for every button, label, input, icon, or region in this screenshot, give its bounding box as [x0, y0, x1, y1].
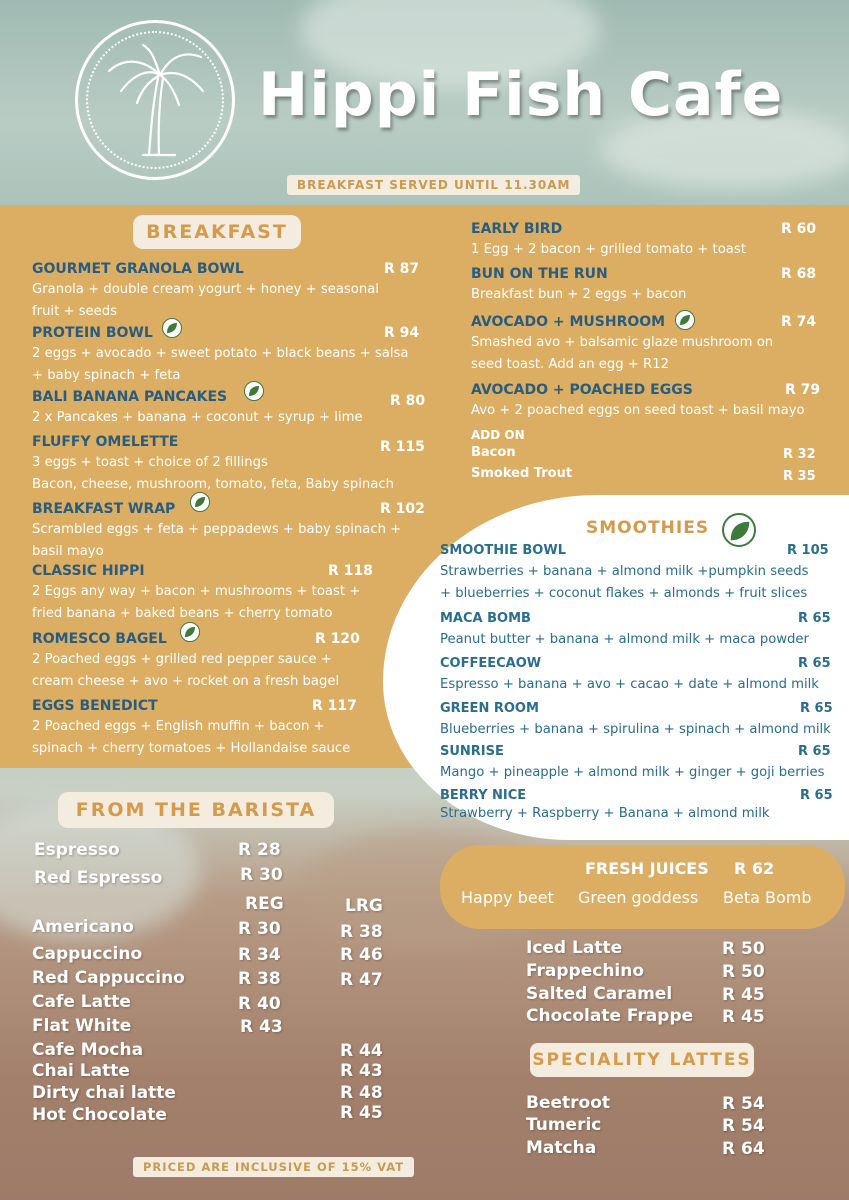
item-price: R 60	[781, 221, 817, 237]
regular-size-label: REG	[245, 894, 284, 914]
menu-item	[32, 501, 432, 561]
item-price: R 74	[781, 314, 817, 330]
item-description: Smashed avo + balsamic glaze mushroom on seed toast. Add an egg + R12	[471, 335, 774, 372]
item-price: R 79	[785, 382, 821, 398]
item-description: Blueberries + banana + spirulina + spinach + almond milk	[440, 722, 831, 737]
item-description: 2 Eggs any way + bacon + mushrooms + toast + fried banana + baked beans + cherry tomato	[32, 584, 361, 621]
drink-price-large: R 44	[340, 1041, 383, 1061]
item-price: R 65	[798, 611, 831, 626]
vegetarian-leaf-icon	[244, 381, 264, 401]
item-price: R 65	[798, 744, 831, 759]
item-price: R 65	[800, 788, 833, 803]
drink-name: Salted Caramel	[526, 984, 673, 1004]
item-description: Strawberry + Raspberry + Banana + almond milk	[440, 806, 770, 821]
item-name: SMOOTHIE BOWL	[440, 543, 566, 558]
drink-name: Tumeric	[526, 1115, 602, 1135]
item-price: R 68	[781, 266, 817, 282]
drink-price-regular: R 38	[238, 969, 281, 989]
drink-price: R 50	[722, 962, 765, 982]
drink-name: Red Cappuccino	[32, 968, 185, 988]
drink-name: Matcha	[526, 1138, 597, 1158]
drink-name: Espresso	[34, 840, 120, 860]
menu-item	[471, 314, 831, 374]
item-name: AVOCADO + MUSHROOM	[471, 314, 666, 330]
item-description: Peanut butter + banana + almond milk + maca powder	[440, 632, 809, 647]
drink-price: R 54	[722, 1094, 765, 1114]
drink-price-large: R 47	[340, 970, 383, 990]
drink-name: Cappuccino	[32, 944, 143, 964]
item-name: AVOCADO + POACHED EGGS	[471, 382, 693, 398]
smoothie-item	[440, 788, 845, 828]
item-price: R 80	[390, 393, 426, 409]
item-price: R 94	[384, 325, 420, 341]
smoothie-item	[440, 701, 845, 741]
menu-item	[471, 266, 821, 306]
item-description: Breakfast bun + 2 eggs + bacon	[471, 287, 687, 302]
drink-price-regular: R 40	[238, 994, 281, 1014]
drink-price: R 28	[238, 840, 281, 860]
juice-option: Happy beet	[461, 888, 554, 907]
juices-heading: FRESH JUICES	[585, 859, 709, 878]
item-name: FLUFFY OMELETTE	[32, 434, 179, 450]
addon-item-price: R 35	[783, 469, 816, 484]
drink-name: Chai Latte	[32, 1061, 130, 1081]
cafe-logo	[75, 20, 235, 180]
item-name: ROMESCO BAGEL	[32, 631, 167, 647]
menu-item	[471, 221, 821, 261]
item-description: 2 Poached eggs + grilled red pepper sauce + cream cheese + avo + rocket on a fresh bagel	[32, 652, 340, 689]
menu-item	[32, 698, 432, 758]
drink-price: R 45	[722, 1007, 765, 1027]
item-description: Mango + pineapple + almond milk + ginger + goji berries	[440, 765, 825, 780]
menu-item	[32, 261, 432, 321]
addon-item-price: R 32	[783, 447, 816, 462]
item-description: Scrambled eggs + feta + peppadews + baby spinach + basil mayo	[32, 522, 402, 559]
speciality-lattes-heading: SPECIALITY LATTES	[530, 1043, 754, 1077]
item-name: GOURMET GRANOLA BOWL	[32, 261, 244, 277]
item-description: 2 x Pancakes + banana + coconut + syrup + lime	[32, 410, 363, 425]
item-price: R 115	[380, 439, 425, 455]
item-name: GREEN ROOM	[440, 701, 539, 716]
smoothie-item	[440, 744, 845, 784]
item-description: Granola + double cream yogurt + honey + seasonal fruit + seeds	[32, 282, 379, 319]
item-price: R 117	[312, 698, 357, 714]
menu-item	[32, 631, 432, 691]
drink-name: Dirty chai latte	[32, 1083, 176, 1103]
breakfast-hours-badge: BREAKFAST SERVED UNTIL 11.30AM	[287, 175, 580, 195]
item-description: Espresso + banana + avo + cacao + date + almond milk	[440, 677, 819, 692]
drink-price: R 54	[722, 1116, 765, 1136]
palm-tree-icon	[103, 43, 209, 158]
fresh-juices-panel	[440, 845, 845, 929]
drink-price: R 50	[722, 939, 765, 959]
menu-item	[471, 382, 831, 422]
vegetarian-leaf-icon	[180, 622, 200, 642]
drink-name: Americano	[32, 917, 134, 937]
drink-price: R 30	[240, 865, 283, 885]
drink-name: Iced Latte	[526, 938, 623, 958]
item-price: R 120	[315, 631, 360, 647]
large-size-label: LRG	[345, 896, 383, 916]
drink-name: Red Espresso	[34, 868, 163, 888]
drink-price-large: R 43	[340, 1061, 383, 1081]
drink-price-large: R 48	[340, 1083, 383, 1103]
menu-header	[0, 0, 849, 205]
item-name: CLASSIC HIPPI	[32, 563, 145, 579]
item-price: R 102	[380, 501, 425, 517]
drink-name: Frappechino	[526, 961, 645, 981]
smoothies-heading: SMOOTHIES	[586, 518, 710, 538]
item-description: 3 eggs + toast + choice of 2 fillings Bacon, cheese, mushroom, tomato, feta, Baby spinach	[32, 455, 394, 492]
addon-item-name: Bacon	[471, 445, 516, 460]
juices-price: R 62	[734, 859, 775, 878]
drink-name: Beetroot	[526, 1093, 611, 1113]
drink-name: Hot Chocolate	[32, 1105, 167, 1125]
item-price: R 87	[384, 261, 420, 277]
item-name: BALI BANANA PANCAKES	[32, 389, 228, 405]
drink-price: R 64	[722, 1139, 765, 1159]
smoothie-item	[440, 656, 845, 696]
addon-item-name: Smoked Trout	[471, 466, 573, 481]
drink-price-large: R 38	[340, 922, 383, 942]
drink-name: Cafe Latte	[32, 992, 131, 1012]
menu-item	[32, 434, 452, 494]
vegan-leaf-icon	[722, 513, 756, 547]
vegetarian-leaf-icon	[162, 318, 182, 338]
vat-notice: PRICED ARE INCLUSIVE OF 15% VAT	[133, 1157, 414, 1177]
drink-price-large: R 45	[340, 1103, 383, 1123]
drink-price: R 45	[722, 985, 765, 1005]
smoothie-item	[440, 611, 845, 651]
drink-price-regular: R 30	[238, 919, 281, 939]
smoothie-item	[440, 543, 845, 603]
item-price: R 65	[800, 701, 833, 716]
juice-option: Beta Bomb	[723, 888, 812, 907]
item-name: BUN ON THE RUN	[471, 266, 608, 282]
addon-heading: ADD ON	[471, 428, 525, 442]
item-price: R 105	[787, 543, 829, 558]
vegetarian-leaf-icon	[675, 310, 695, 330]
item-description: 1 Egg + 2 bacon + grilled tomato + toast	[471, 242, 746, 257]
menu-item	[32, 325, 432, 385]
item-name: MACA BOMB	[440, 611, 531, 626]
item-name: COFFEECAOW	[440, 656, 542, 671]
breakfast-heading: BREAKFAST	[133, 215, 301, 249]
cafe-title: Hippi Fish Cafe	[258, 60, 784, 130]
barista-heading: FROM THE BARISTA	[58, 792, 334, 828]
item-description: 2 eggs + avocado + sweet potato + black beans + salsa + baby spinach + feta	[32, 346, 409, 383]
item-price: R 118	[328, 563, 373, 579]
item-name: EARLY BIRD	[471, 221, 563, 237]
item-description: Strawberries + banana + almond milk +pumpkin seeds + blueberries + coconut flakes + almonds + fruit slices	[440, 564, 809, 601]
drink-price-regular: R 34	[238, 945, 281, 965]
item-price: R 65	[798, 656, 831, 671]
juice-option: Green goddess	[578, 888, 699, 907]
drink-name: Flat White	[32, 1016, 132, 1036]
drink-name: Chocolate Frappe	[526, 1006, 694, 1026]
item-name: PROTEIN BOWL	[32, 325, 153, 341]
menu-item	[32, 563, 432, 623]
item-name: SUNRISE	[440, 744, 504, 759]
item-description: 2 Poached eggs + English muffin + bacon + spinach + cherry tomatoes + Hollandaise sauce	[32, 719, 351, 756]
drink-price-large: R 46	[340, 945, 383, 965]
item-name: EGGS BENEDICT	[32, 698, 158, 714]
item-name: BERRY NICE	[440, 788, 527, 803]
drink-price-regular: R 43	[240, 1017, 283, 1037]
vegetarian-leaf-icon	[190, 492, 210, 512]
drink-name: Cafe Mocha	[32, 1040, 144, 1060]
item-description: Avo + 2 poached eggs on seed toast + basil mayo	[471, 403, 805, 418]
menu-item	[32, 389, 432, 429]
item-name: BREAKFAST WRAP	[32, 501, 176, 517]
